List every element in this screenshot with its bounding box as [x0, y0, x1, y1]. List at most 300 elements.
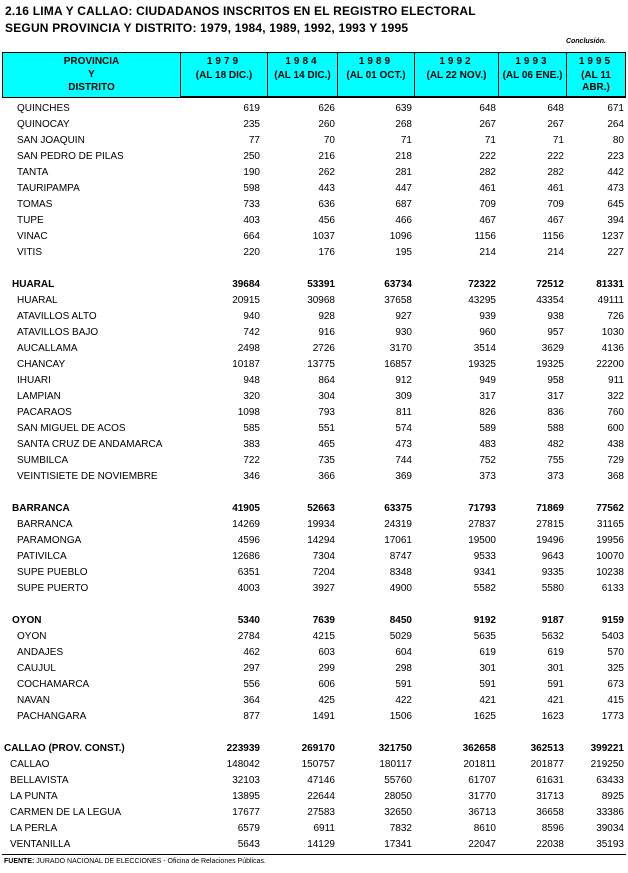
page-subtitle: SEGUN PROVINCIA Y DISTRITO: 1979, 1984, 1989, 1992, 1993 Y 1995	[5, 21, 409, 35]
value-cell: 8925	[601, 791, 624, 802]
table-row	[0, 309, 628, 325]
value-cell: 301	[547, 663, 564, 674]
footer-text: JURADO NACIONAL DE ELECCIONES - Oficina de Relaciones Públicas.	[36, 858, 266, 865]
header-year: 1979	[206, 56, 242, 67]
value-cell: 877	[243, 711, 260, 722]
value-cell: 19325	[468, 359, 496, 370]
value-cell: 43295	[468, 295, 496, 306]
value-cell: 22047	[468, 839, 496, 850]
value-cell: 6911	[313, 823, 335, 834]
province-total-row	[0, 741, 628, 757]
value-cell: 220	[243, 247, 260, 258]
district-name: PACARAOS	[17, 407, 72, 418]
value-cell: 19500	[468, 535, 496, 546]
table-row	[0, 389, 628, 405]
value-cell: 473	[395, 439, 412, 450]
value-cell: 1506	[389, 711, 412, 722]
value-cell: 19934	[307, 519, 335, 530]
value-cell: 811	[396, 407, 412, 418]
value-cell: 8348	[389, 567, 412, 578]
value-cell: 5340	[237, 615, 260, 626]
value-cell: 269170	[301, 743, 335, 754]
province-name: HUARAL	[12, 279, 55, 290]
province-name: OYON	[12, 615, 42, 626]
group-spacer	[0, 485, 628, 501]
value-cell: 301	[479, 663, 496, 674]
value-cell: 673	[607, 679, 624, 690]
value-cell: 1098	[237, 407, 260, 418]
district-name: QUINOCAY	[17, 119, 70, 130]
value-cell: 267	[547, 119, 564, 130]
table-row	[0, 837, 628, 853]
table-row	[0, 565, 628, 581]
province-total-row	[0, 277, 628, 293]
value-cell: 36713	[468, 807, 496, 818]
header-year: 1992	[439, 56, 474, 67]
value-cell: 31713	[536, 791, 564, 802]
footer-divider	[2, 854, 626, 855]
value-cell: 793	[318, 407, 335, 418]
value-cell: 5403	[601, 631, 624, 642]
value-cell: 346	[243, 471, 260, 482]
value-cell: 39034	[596, 823, 624, 834]
table-row	[0, 181, 628, 197]
district-name: PATIVILCA	[17, 551, 67, 562]
header-date: (AL 11 ABR.)	[581, 70, 611, 93]
value-cell: 214	[479, 247, 496, 258]
value-cell: 61707	[468, 775, 496, 786]
value-cell: 61631	[536, 775, 564, 786]
header-year: 1984	[285, 56, 320, 67]
table-row	[0, 581, 628, 597]
value-cell: 16857	[384, 359, 412, 370]
value-cell: 1625	[473, 711, 496, 722]
value-cell: 13895	[232, 791, 260, 802]
table-row	[0, 757, 628, 773]
value-cell: 648	[479, 103, 496, 114]
value-cell: 71	[400, 135, 412, 146]
value-cell: 729	[607, 455, 624, 466]
district-name: HUARAL	[17, 295, 58, 306]
value-cell: 1623	[541, 711, 564, 722]
value-cell: 422	[395, 695, 412, 706]
value-cell: 53391	[307, 279, 335, 290]
value-cell: 399221	[590, 743, 624, 754]
value-cell: 72512	[536, 279, 564, 290]
district-name: CAUJUL	[17, 663, 56, 674]
district-name: LA PERLA	[10, 823, 58, 834]
value-cell: 8450	[389, 615, 412, 626]
value-cell: 606	[318, 679, 335, 690]
district-name: SAN PEDRO DE PILAS	[17, 151, 124, 162]
value-cell: 63375	[384, 503, 412, 514]
value-cell: 27837	[468, 519, 496, 530]
header-year: 1989	[358, 56, 394, 67]
value-cell: 591	[395, 679, 412, 690]
value-cell: 2784	[237, 631, 260, 642]
value-cell: 949	[479, 375, 496, 386]
value-cell: 960	[479, 327, 496, 338]
value-cell: 2726	[312, 343, 335, 354]
value-cell: 461	[479, 183, 496, 194]
value-cell: 1096	[389, 231, 412, 242]
value-cell: 190	[243, 167, 260, 178]
value-cell: 19325	[536, 359, 564, 370]
value-cell: 4596	[237, 535, 260, 546]
value-cell: 639	[395, 103, 412, 114]
value-cell: 958	[547, 375, 564, 386]
conclusion-note: Conclusión.	[565, 38, 606, 45]
value-cell: 483	[479, 439, 496, 450]
header-year-col	[181, 53, 268, 97]
value-cell: 7204	[312, 567, 335, 578]
value-cell: 957	[547, 327, 564, 338]
value-cell: 462	[243, 647, 260, 658]
district-name: COCHAMARCA	[17, 679, 90, 690]
value-cell: 77562	[596, 503, 624, 514]
table-row	[0, 453, 628, 469]
value-cell: 43354	[536, 295, 564, 306]
table-row	[0, 805, 628, 821]
table-row	[0, 709, 628, 725]
value-cell: 591	[479, 679, 496, 690]
value-cell: 928	[318, 311, 335, 322]
value-cell: 47146	[307, 775, 335, 786]
value-cell: 70	[323, 135, 335, 146]
district-name: PACHANGARA	[17, 711, 87, 722]
value-cell: 14129	[307, 839, 335, 850]
table-row	[0, 133, 628, 149]
value-cell: 591	[547, 679, 564, 690]
value-cell: 940	[243, 311, 260, 322]
value-cell: 268	[395, 119, 412, 130]
value-cell: 39684	[232, 279, 260, 290]
value-cell: 30968	[307, 295, 335, 306]
value-cell: 63734	[384, 279, 412, 290]
value-cell: 322	[607, 391, 624, 402]
value-cell: 260	[318, 119, 335, 130]
district-name: CHANCAY	[17, 359, 66, 370]
value-cell: 1030	[601, 327, 624, 338]
value-cell: 465	[318, 439, 335, 450]
table-row	[0, 357, 628, 373]
header-year-col	[268, 53, 338, 97]
table-row	[0, 117, 628, 133]
value-cell: 8596	[541, 823, 564, 834]
value-cell: 598	[243, 183, 260, 194]
value-cell: 826	[479, 407, 496, 418]
value-cell: 752	[479, 455, 496, 466]
value-cell: 1156	[542, 231, 564, 242]
header-year-col	[567, 53, 625, 97]
header-underline	[180, 96, 626, 98]
value-cell: 72322	[468, 279, 496, 290]
value-cell: 948	[243, 375, 260, 386]
value-cell: 362513	[530, 743, 564, 754]
table-row	[0, 517, 628, 533]
value-cell: 626	[318, 103, 335, 114]
district-name: ANDAJES	[17, 647, 64, 658]
value-cell: 744	[395, 455, 412, 466]
value-cell: 836	[547, 407, 564, 418]
value-cell: 14294	[307, 535, 335, 546]
value-cell: 4215	[312, 631, 335, 642]
value-cell: 13775	[307, 359, 335, 370]
value-cell: 250	[243, 151, 260, 162]
value-cell: 722	[243, 455, 260, 466]
table-row	[0, 549, 628, 565]
value-cell: 6351	[237, 567, 260, 578]
district-name: TAURIPAMPA	[17, 183, 80, 194]
value-cell: 20915	[232, 295, 260, 306]
value-cell: 19956	[596, 535, 624, 546]
value-cell: 71	[552, 135, 564, 146]
value-cell: 9533	[473, 551, 496, 562]
page-title: 2.16 LIMA Y CALLAO: CIUDADANOS INSCRITOS EN EL REGISTRO ELECTORAL	[5, 4, 476, 18]
district-name: OYON	[17, 631, 47, 642]
value-cell: 421	[479, 695, 496, 706]
table-row	[0, 437, 628, 453]
header-year-col	[338, 53, 415, 97]
district-name: TUPE	[17, 215, 44, 226]
footer-label: FUENTE:	[4, 858, 35, 865]
value-cell: 218	[395, 151, 412, 162]
value-cell: 664	[243, 231, 260, 242]
value-cell: 7639	[312, 615, 335, 626]
table-row	[0, 325, 628, 341]
value-cell: 3629	[541, 343, 564, 354]
value-cell: 63433	[596, 775, 624, 786]
value-cell: 939	[479, 311, 496, 322]
value-cell: 37658	[384, 295, 412, 306]
value-cell: 180117	[379, 759, 412, 770]
value-cell: 77	[248, 135, 260, 146]
province-name: CALLAO (PROV. CONST.)	[4, 743, 125, 754]
value-cell: 22200	[596, 359, 624, 370]
value-cell: 304	[318, 391, 335, 402]
value-cell: 320	[243, 391, 260, 402]
value-cell: 9335	[541, 567, 564, 578]
value-cell: 603	[318, 647, 335, 658]
value-cell: 71793	[468, 503, 496, 514]
value-cell: 1773	[601, 711, 624, 722]
header-provincia-distrito	[3, 53, 181, 97]
value-cell: 80	[612, 135, 624, 146]
table-row	[0, 101, 628, 117]
value-cell: 373	[547, 471, 564, 482]
value-cell: 267	[479, 119, 496, 130]
value-cell: 10238	[596, 567, 624, 578]
value-cell: 32103	[232, 775, 260, 786]
value-cell: 5029	[389, 631, 412, 642]
value-cell: 742	[243, 327, 260, 338]
value-cell: 912	[395, 375, 412, 386]
header-date: (AL 22 NOV.)	[426, 70, 487, 81]
value-cell: 24319	[384, 519, 412, 530]
value-cell: 5632	[541, 631, 564, 642]
table-row	[0, 773, 628, 789]
header-year: 1995	[578, 56, 614, 67]
district-name: LA PUNTA	[10, 791, 58, 802]
value-cell: 447	[395, 183, 412, 194]
value-cell: 687	[395, 199, 412, 210]
value-cell: 22644	[307, 791, 335, 802]
value-cell: 7832	[389, 823, 412, 834]
value-cell: 298	[395, 663, 412, 674]
value-cell: 3170	[389, 343, 412, 354]
value-cell: 201877	[530, 759, 564, 770]
value-cell: 33386	[596, 807, 624, 818]
value-cell: 14269	[232, 519, 260, 530]
value-cell: 201811	[463, 759, 496, 770]
district-name: TOMAS	[17, 199, 53, 210]
value-cell: 760	[607, 407, 624, 418]
table-row	[0, 661, 628, 677]
table-header	[2, 52, 626, 98]
table-row	[0, 421, 628, 437]
district-name: PARAMONGA	[17, 535, 82, 546]
value-cell: 219250	[590, 759, 624, 770]
header-date: (AL 01 OCT.)	[346, 70, 406, 81]
value-cell: 733	[243, 199, 260, 210]
value-cell: 3514	[473, 343, 496, 354]
header-year-col	[415, 53, 499, 97]
value-cell: 735	[318, 455, 335, 466]
value-cell: 619	[479, 647, 496, 658]
value-cell: 309	[395, 391, 412, 402]
value-cell: 176	[318, 247, 335, 258]
province-total-row	[0, 501, 628, 517]
value-cell: 403	[243, 215, 260, 226]
table-row	[0, 293, 628, 309]
header-year-col	[499, 53, 567, 97]
value-cell: 299	[318, 663, 335, 674]
value-cell: 7304	[312, 551, 335, 562]
value-cell: 222	[547, 151, 564, 162]
header-year: 1993	[515, 56, 550, 67]
value-cell: 9341	[473, 567, 496, 578]
value-cell: 600	[607, 423, 624, 434]
value-cell: 466	[395, 215, 412, 226]
district-name: SAN JOAQUIN	[17, 135, 85, 146]
header-prov-line3: DISTRITO	[68, 82, 115, 93]
value-cell: 755	[547, 455, 564, 466]
value-cell: 467	[547, 215, 564, 226]
table-row	[0, 645, 628, 661]
value-cell: 17341	[384, 839, 412, 850]
value-cell: 570	[607, 647, 624, 658]
value-cell: 321750	[378, 743, 412, 754]
table-row	[0, 405, 628, 421]
value-cell: 32650	[384, 807, 412, 818]
table-row	[0, 341, 628, 357]
value-cell: 443	[318, 183, 335, 194]
group-spacer	[0, 725, 628, 741]
value-cell: 368	[607, 471, 624, 482]
province-total-row	[0, 613, 628, 629]
value-cell: 366	[318, 471, 335, 482]
value-cell: 5643	[237, 839, 260, 850]
table-row	[0, 197, 628, 213]
value-cell: 6133	[601, 583, 624, 594]
value-cell: 645	[607, 199, 624, 210]
value-cell: 31770	[468, 791, 496, 802]
value-cell: 317	[479, 391, 496, 402]
header-date: (AL 18 DIC.)	[195, 70, 253, 81]
value-cell: 12686	[232, 551, 260, 562]
value-cell: 17061	[384, 535, 412, 546]
value-cell: 604	[395, 647, 412, 658]
value-cell: 589	[479, 423, 496, 434]
value-cell: 1037	[312, 231, 335, 242]
table-row	[0, 677, 628, 693]
district-name: VINAC	[17, 231, 48, 242]
value-cell: 864	[318, 375, 335, 386]
value-cell: 17677	[232, 807, 260, 818]
value-cell: 636	[318, 199, 335, 210]
header-date: (AL 06 ENE.)	[502, 70, 563, 81]
table-row	[0, 693, 628, 709]
value-cell: 461	[547, 183, 564, 194]
value-cell: 235	[243, 119, 260, 130]
value-cell: 415	[607, 695, 624, 706]
value-cell: 10187	[232, 359, 260, 370]
value-cell: 421	[547, 695, 564, 706]
value-cell: 4003	[237, 583, 260, 594]
value-cell: 8610	[473, 823, 496, 834]
value-cell: 223939	[226, 743, 260, 754]
district-name: BARRANCA	[17, 519, 73, 530]
value-cell: 9643	[541, 551, 564, 562]
value-cell: 482	[547, 439, 564, 450]
value-cell: 425	[318, 695, 335, 706]
header-prov-line1: PROVINCIA	[63, 56, 120, 67]
value-cell: 81331	[596, 279, 624, 290]
value-cell: 55760	[384, 775, 412, 786]
value-cell: 648	[547, 103, 564, 114]
value-cell: 71	[484, 135, 496, 146]
district-name: SUMBILCA	[17, 455, 69, 466]
value-cell: 262	[318, 167, 335, 178]
value-cell: 49111	[597, 295, 624, 306]
value-cell: 383	[243, 439, 260, 450]
source-footer	[4, 858, 266, 865]
value-cell: 9159	[601, 615, 624, 626]
value-cell: 362658	[462, 743, 496, 754]
value-cell: 27815	[536, 519, 564, 530]
value-cell: 930	[395, 327, 412, 338]
value-cell: 71869	[536, 503, 564, 514]
value-cell: 394	[607, 215, 624, 226]
district-name: ATAVILLOS BAJO	[17, 327, 99, 338]
table-row	[0, 229, 628, 245]
value-cell: 556	[243, 679, 260, 690]
value-cell: 41905	[232, 503, 260, 514]
table-row	[0, 629, 628, 645]
value-cell: 709	[547, 199, 564, 210]
district-name: VEINTISIETE DE NOVIEMBRE	[17, 471, 158, 482]
district-name: BELLAVISTA	[10, 775, 69, 786]
value-cell: 4900	[389, 583, 412, 594]
value-cell: 281	[395, 167, 412, 178]
value-cell: 456	[318, 215, 335, 226]
value-cell: 588	[547, 423, 564, 434]
district-name: VENTANILLA	[10, 839, 71, 850]
value-cell: 551	[318, 423, 335, 434]
value-cell: 35193	[596, 839, 624, 850]
value-cell: 10070	[596, 551, 624, 562]
value-cell: 438	[607, 439, 624, 450]
